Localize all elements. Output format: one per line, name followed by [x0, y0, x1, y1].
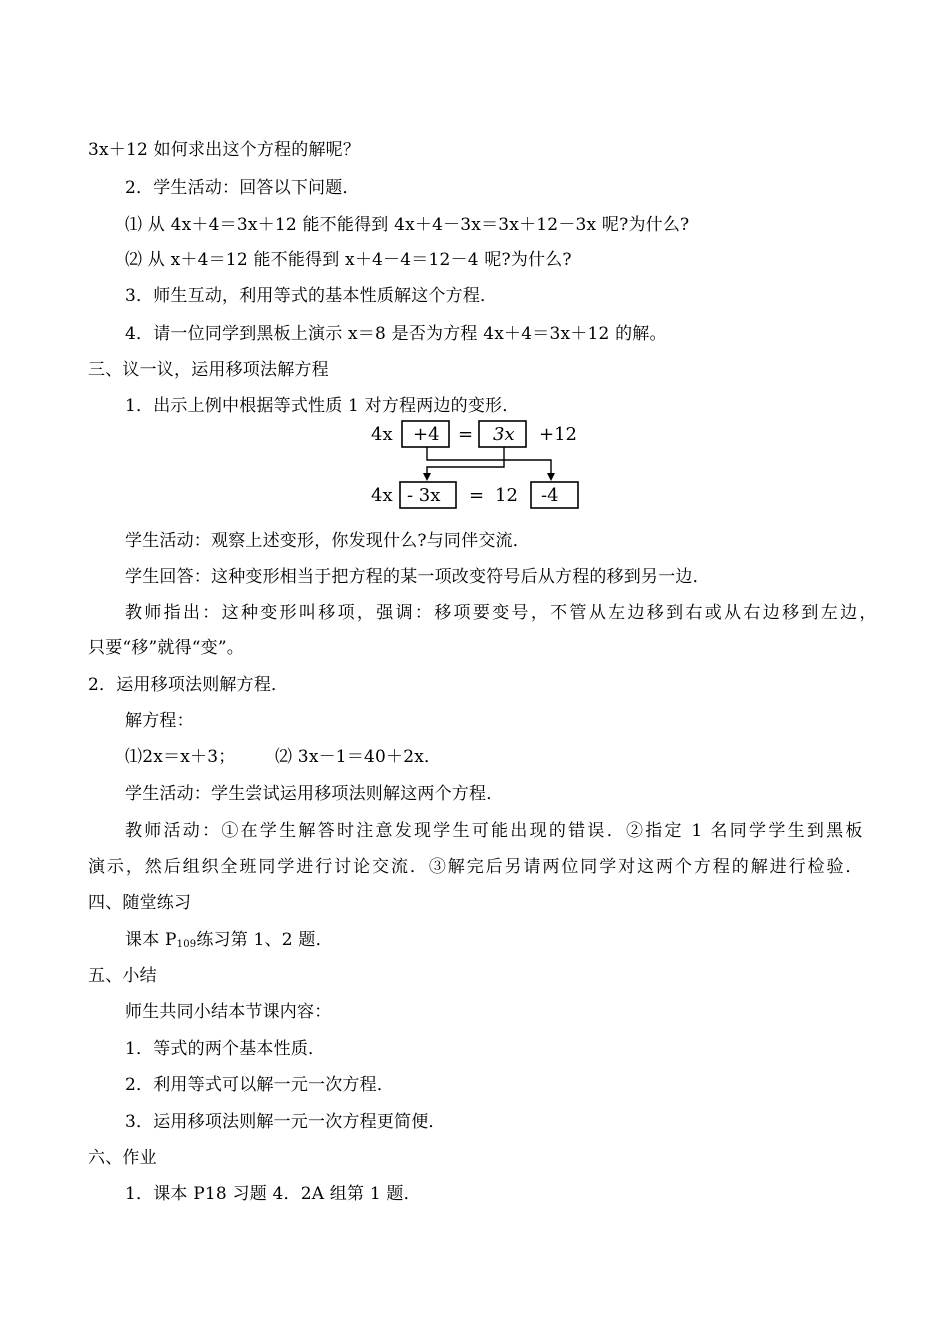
- diagram-bot-box1-text: - 3x: [407, 485, 441, 506]
- text-line: 1．等式的两个基本性质．: [125, 1039, 326, 1059]
- diagram-top-lhs: 4x: [371, 424, 393, 445]
- text-line: 1．课本 P18 习题 4．2A 组第 1 题．: [125, 1184, 421, 1204]
- text-line: 学生活动：学生尝试运用移项法则解这两个方程．: [125, 784, 504, 804]
- text-line: 3．运用移项法则解一元一次方程更简便．: [125, 1112, 446, 1132]
- diagram-bot-box2-text: -4: [541, 485, 559, 506]
- arrow-3x-to-left: [427, 447, 504, 475]
- text-line: 1．出示上例中根据等式性质 1 对方程两边的变形．: [125, 396, 520, 416]
- textbook-ref: 课本 P: [125, 930, 177, 950]
- diagram-top-box1-text: +4: [413, 424, 440, 445]
- diagram-top-eq: =: [458, 424, 474, 445]
- diagram-top-rhs: +12: [539, 424, 577, 445]
- text-line: 师生共同小结本节课内容：: [125, 1002, 332, 1022]
- text-line: 教师活动：①在学生解答时注意发现学生可能出现的错误．②指定 1 名同学学生到黑板: [125, 821, 863, 841]
- section-heading-4: 四、随堂练习: [88, 893, 192, 913]
- exercise-ref: 练习第 1、2 题．: [196, 930, 333, 950]
- text-line: 2．利用等式可以解一元一次方程．: [125, 1075, 395, 1095]
- question-2: ⑵ 从 x＋4＝12 能不能得到 x＋4－4＝12－4 呢?为什么?: [125, 250, 572, 270]
- text-line: 3x＋12 如何求出这个方程的解呢？: [88, 140, 361, 160]
- text-line: 只要“移”就得“变”。: [88, 638, 244, 658]
- text-line: 2．运用移项法则解方程．: [88, 675, 289, 695]
- diagram-bot-lhs: 4x: [371, 485, 393, 506]
- text-line: 学生活动：观察上述变形，你发现什么?与同伴交流．: [125, 531, 530, 551]
- diagram-top-box2-text: 3x: [493, 424, 515, 445]
- diagram-bot-eq: =: [469, 485, 485, 506]
- text-line: 学生回答：这种变形相当于把方程的某一项改变符号后从方程的移到另一边．: [125, 567, 710, 587]
- text-line: [125, 929, 333, 954]
- equation-1: ⑴2x＝x＋3；: [125, 747, 236, 767]
- text-line: 4．请一位同学到黑板上演示 x＝8 是否为方程 4x＋4＝3x＋12 的解。: [125, 324, 667, 344]
- arrowhead-left: [423, 473, 431, 481]
- text-line: 教师指出：这种变形叫移项，强调：移项要变号，不管从左边移到右或从右边移到左边，: [125, 603, 877, 623]
- transposition-diagram: [365, 415, 590, 515]
- arrowhead-right: [547, 473, 555, 481]
- section-heading-3: 三、议一议，运用移项法解方程: [88, 360, 329, 380]
- page-subscript: 109: [176, 939, 197, 950]
- section-heading-5: 五、小结: [88, 966, 157, 986]
- arrow-plus4-to-right: [427, 447, 551, 475]
- question-1: ⑴ 从 4x＋4＝3x＋12 能不能得到 4x＋4－3x＝3x＋12－3x 呢?为什么?: [125, 215, 690, 235]
- text-line: 2．学生活动：回答以下问题．: [125, 178, 360, 198]
- text-line: 3．师生互动，利用等式的基本性质解这个方程．: [125, 286, 498, 306]
- section-heading-6: 六、作业: [88, 1148, 157, 1168]
- equation-2: ⑵ 3x－1＝40＋2x．: [275, 747, 442, 767]
- text-line: 解方程：: [125, 711, 194, 731]
- text-line: 演示，然后组织全班同学进行讨论交流．③解完后另请两位同学对这两个方程的解进行检验．: [88, 857, 863, 877]
- diagram-bot-mid: 12: [495, 485, 518, 506]
